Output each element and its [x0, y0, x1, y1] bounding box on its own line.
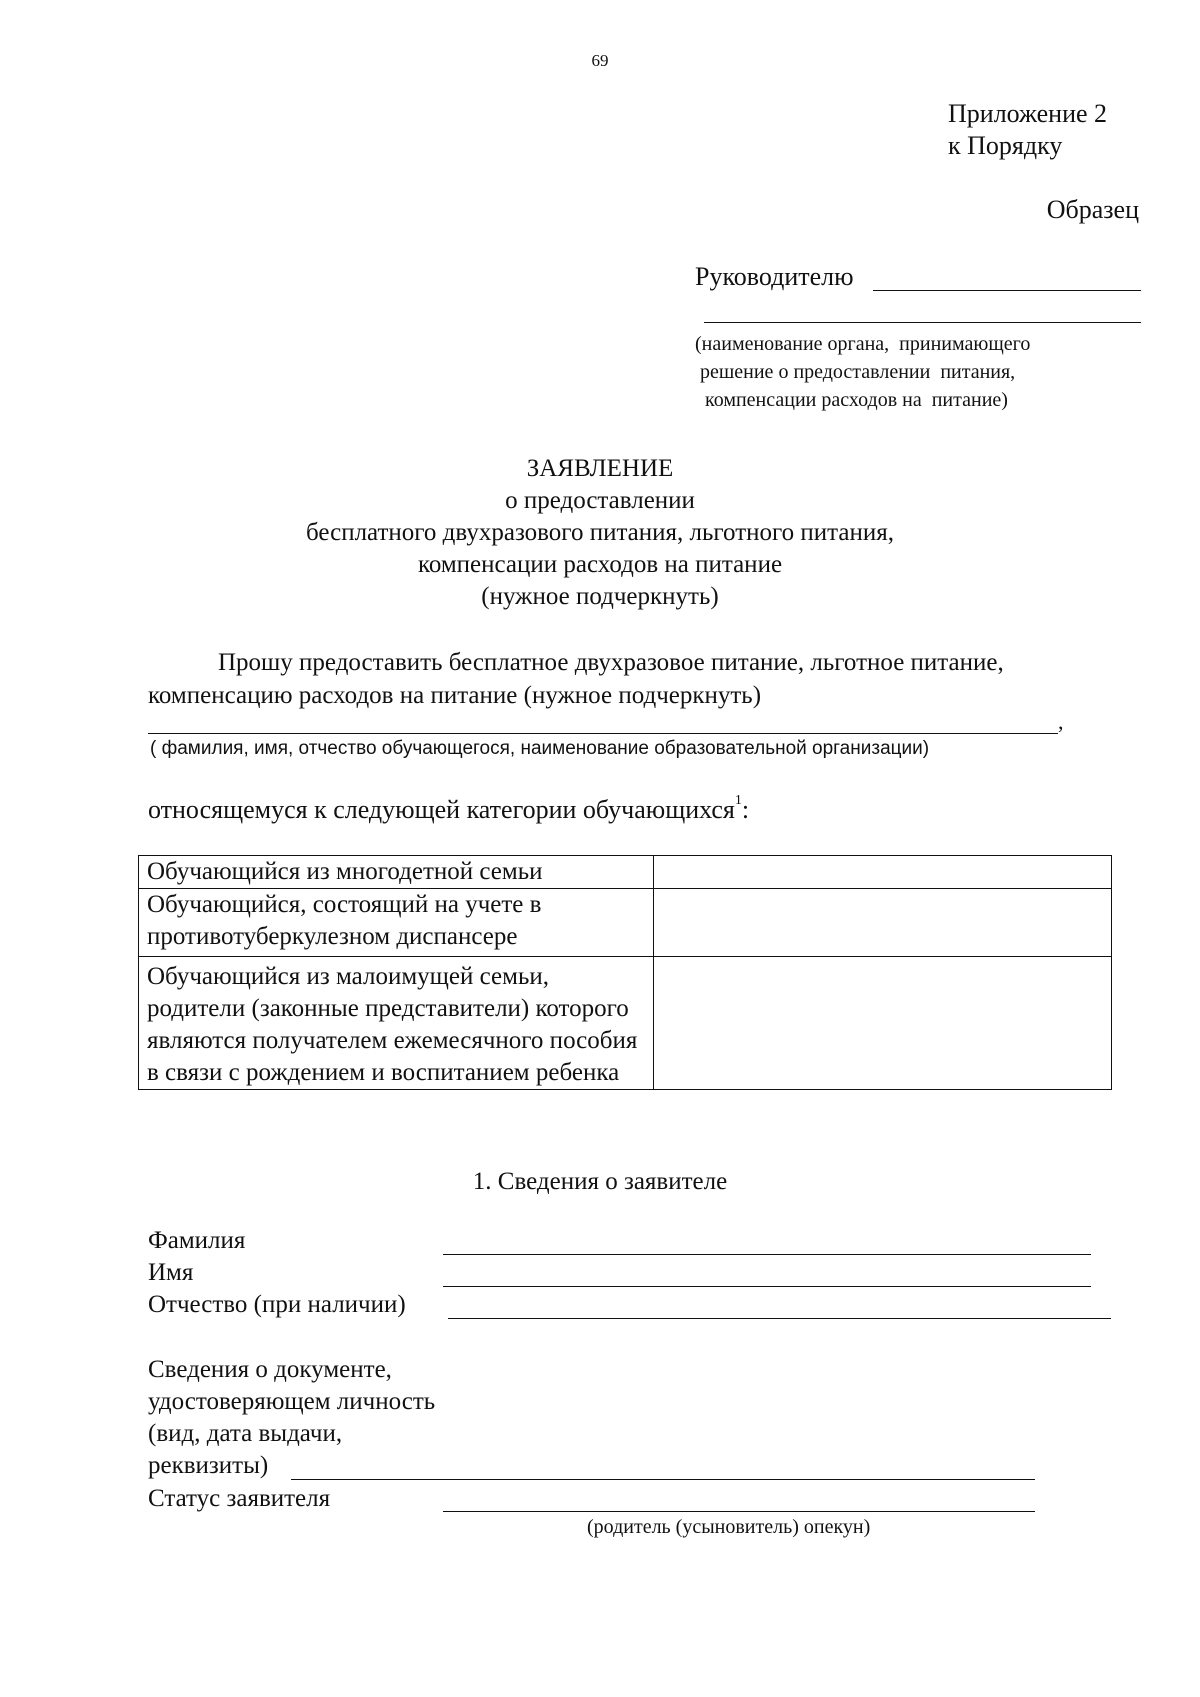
id-document-label-2: удостоверяющем личность — [148, 1388, 436, 1415]
footnote-marker: 1 — [734, 793, 742, 808]
id-document-field[interactable] — [291, 1479, 1035, 1480]
patronymic-label: Отчество (при наличии) — [148, 1291, 406, 1318]
category-label: Обучающийся из малоимущей семьи, родители (законные представители) которого являются получателем ежемесячного пособия в связи с рождением и воспитанием ребенка — [139, 957, 654, 1090]
id-document-label-1: Сведения о документе, — [148, 1356, 392, 1383]
section-title: 1. Сведения о заявителе — [472, 1168, 728, 1195]
organ-name-line[interactable] — [704, 322, 1141, 323]
document-title: ЗАЯВЛЕНИЕ — [526, 455, 674, 482]
table-row — [139, 856, 1112, 889]
title-line-3: бесплатного двухразового питания, льготного питания, — [305, 519, 894, 546]
id-document-label-3: (вид, дата выдачи, — [148, 1420, 343, 1447]
line-comma: , — [1058, 709, 1064, 734]
student-caption: ( фамилия, имя, отчество обучающегося, наименование образовательной организации) — [150, 738, 930, 759]
category-mark-cell[interactable] — [654, 889, 1112, 957]
request-line-2: компенсацию расходов на питание (нужное подчеркнуть) — [148, 682, 762, 709]
category-mark-cell[interactable] — [654, 856, 1112, 889]
page-number: 69 — [591, 51, 609, 70]
title-line-5: (нужное подчеркнуть) — [481, 583, 719, 610]
status-field[interactable] — [443, 1511, 1035, 1512]
sample-label: Образец — [1046, 195, 1139, 224]
patronymic-field[interactable] — [448, 1318, 1111, 1319]
organ-caption: (наименование органа, принимающего решение о предоставлении питания, компенсации расходов на питание) — [695, 333, 1031, 411]
appendix-line-2: к Порядку — [948, 131, 1063, 160]
category-colon: : — [741, 795, 750, 824]
title-line-4: компенсации расходов на питание — [417, 551, 783, 578]
id-document-label-4: реквизиты) — [148, 1452, 269, 1479]
addressee-name-line[interactable] — [873, 290, 1141, 291]
table-row — [139, 957, 1112, 1090]
status-label: Статус заявителя — [148, 1485, 331, 1512]
category-intro-text: относящемуся к следующей категории обучающихся — [148, 795, 735, 824]
title-line-2: о предоставлении — [505, 487, 695, 514]
request-text — [148, 646, 1004, 712]
appendix-line-1: Приложение 2 — [948, 99, 1108, 128]
addressee-label: Руководителю — [695, 262, 854, 291]
categories-table — [138, 855, 1112, 1090]
appendix-header — [948, 98, 1107, 162]
category-intro — [148, 795, 749, 825]
request-line-1: Прошу предоставить бесплатное двухразовое питание, льготное питание, — [218, 649, 1004, 676]
category-mark-cell[interactable] — [654, 957, 1112, 1090]
name-label: Имя — [148, 1259, 194, 1286]
category-label: Обучающийся из многодетной семьи — [139, 856, 654, 889]
surname-label: Фамилия — [148, 1227, 246, 1254]
name-field[interactable] — [443, 1286, 1091, 1287]
surname-field[interactable] — [443, 1254, 1091, 1255]
status-caption: (родитель (усыновитель) опекун) — [587, 1516, 871, 1538]
category-label: Обучающийся, состоящий на учете в противотуберкулезном диспансере — [139, 889, 654, 957]
table-row — [139, 889, 1112, 957]
student-name-line[interactable] — [148, 733, 1058, 734]
